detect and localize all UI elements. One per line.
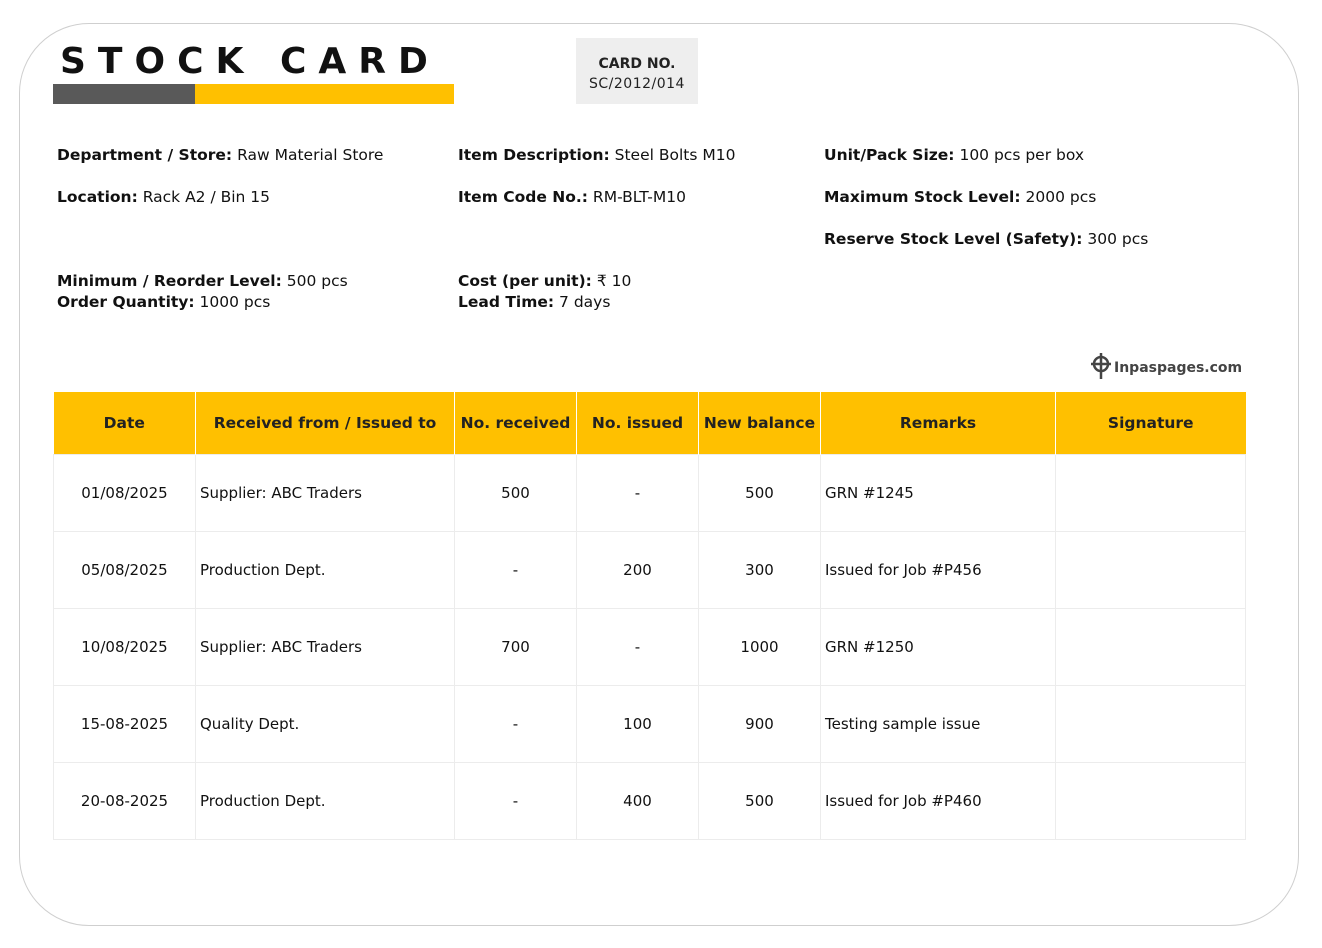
field-value: ₹ 10	[596, 272, 632, 290]
cell-remarks: Issued for Job #P460	[821, 763, 1056, 840]
col-header-no-issued: No. issued	[577, 392, 699, 455]
cell-signature[interactable]	[1056, 609, 1246, 686]
col-header-remarks: Remarks	[821, 392, 1056, 455]
col-header-date: Date	[54, 392, 196, 455]
cell-issued: 200	[577, 532, 699, 609]
cell-balance: 500	[699, 763, 821, 840]
field-label: Reserve Stock Level (Safety):	[824, 230, 1083, 248]
field-label: Lead Time:	[458, 293, 555, 311]
cell-received: 700	[455, 609, 577, 686]
cell-date: 05/08/2025	[54, 532, 196, 609]
cell-remarks: GRN #1245	[821, 455, 1056, 532]
target-icon	[1090, 352, 1112, 380]
cell-received: -	[455, 686, 577, 763]
col-header-new-balance: New balance	[699, 392, 821, 455]
field-value: 1000 pcs	[199, 293, 271, 311]
field-value: RM-BLT-M10	[592, 188, 686, 206]
field-value: 100 pcs per box	[959, 146, 1085, 164]
table-header-row	[54, 392, 1246, 455]
cell-date: 20-08-2025	[54, 763, 196, 840]
cell-received: -	[455, 763, 577, 840]
cell-signature[interactable]	[1056, 763, 1246, 840]
field-value: Raw Material Store	[237, 146, 384, 164]
cell-balance: 500	[699, 455, 821, 532]
field-label: Item Code No.:	[458, 188, 588, 206]
cell-signature[interactable]	[1056, 686, 1246, 763]
cell-balance: 300	[699, 532, 821, 609]
col-header-received-issued: Received from / Issued to	[196, 392, 455, 455]
cell-date: 01/08/2025	[54, 455, 196, 532]
field-department	[57, 145, 383, 166]
cell-remarks: Testing sample issue	[821, 686, 1056, 763]
cell-party: Production Dept.	[196, 532, 455, 609]
cell-date: 15-08-2025	[54, 686, 196, 763]
field-max-stock	[824, 187, 1096, 208]
field-item-code	[458, 187, 686, 208]
field-label: Order Quantity:	[57, 293, 195, 311]
field-label: Maximum Stock Level:	[824, 188, 1021, 206]
table-row	[54, 609, 1246, 686]
field-unit-pack-size	[824, 145, 1084, 166]
field-value: 500 pcs	[286, 272, 348, 290]
table-row	[54, 686, 1246, 763]
cell-balance: 900	[699, 686, 821, 763]
cell-received: -	[455, 532, 577, 609]
card-number-value: SC/2012/014	[589, 76, 685, 92]
table-row	[54, 763, 1246, 840]
cell-issued: 400	[577, 763, 699, 840]
cell-remarks: Issued for Job #P456	[821, 532, 1056, 609]
field-value: 2000 pcs	[1025, 188, 1097, 206]
field-value: 300 pcs	[1087, 230, 1149, 248]
field-value: 7 days	[559, 293, 611, 311]
card-number-label: CARD NO.	[598, 56, 676, 72]
cell-remarks: GRN #1250	[821, 609, 1056, 686]
field-lead-time	[458, 292, 610, 313]
cell-party: Production Dept.	[196, 763, 455, 840]
title-underline-dark	[53, 84, 195, 104]
brand-text: Inpaspages.com	[1114, 360, 1243, 376]
cell-party: Supplier: ABC Traders	[196, 455, 455, 532]
field-label: Minimum / Reorder Level:	[57, 272, 282, 290]
title-underline-accent	[195, 84, 454, 104]
cell-received: 500	[455, 455, 577, 532]
field-item-description	[458, 145, 735, 166]
cell-issued: -	[577, 455, 699, 532]
field-min-reorder	[57, 271, 348, 292]
field-label: Item Description:	[458, 146, 610, 164]
field-value: Rack A2 / Bin 15	[142, 188, 271, 206]
col-header-signature: Signature	[1056, 392, 1246, 455]
field-label: Unit/Pack Size:	[824, 146, 955, 164]
cell-signature[interactable]	[1056, 455, 1246, 532]
card-number-box	[576, 38, 698, 104]
cell-issued: -	[577, 609, 699, 686]
cell-issued: 100	[577, 686, 699, 763]
cell-balance: 1000	[699, 609, 821, 686]
field-label: Location:	[57, 188, 138, 206]
field-location	[57, 187, 270, 208]
cell-party: Quality Dept.	[196, 686, 455, 763]
field-order-quantity	[57, 292, 270, 313]
col-header-no-received: No. received	[455, 392, 577, 455]
table-row	[54, 455, 1246, 532]
field-label: Department / Store:	[57, 146, 233, 164]
page-title: STOCK CARD	[60, 41, 440, 82]
cell-party: Supplier: ABC Traders	[196, 609, 455, 686]
field-cost	[458, 271, 631, 292]
stock-table	[53, 392, 1246, 840]
field-label: Cost (per unit):	[458, 272, 592, 290]
brand-logo	[1090, 352, 1242, 380]
field-value: Steel Bolts M10	[614, 146, 736, 164]
cell-signature[interactable]	[1056, 532, 1246, 609]
table-row	[54, 532, 1246, 609]
field-reserve-stock	[824, 229, 1148, 250]
cell-date: 10/08/2025	[54, 609, 196, 686]
